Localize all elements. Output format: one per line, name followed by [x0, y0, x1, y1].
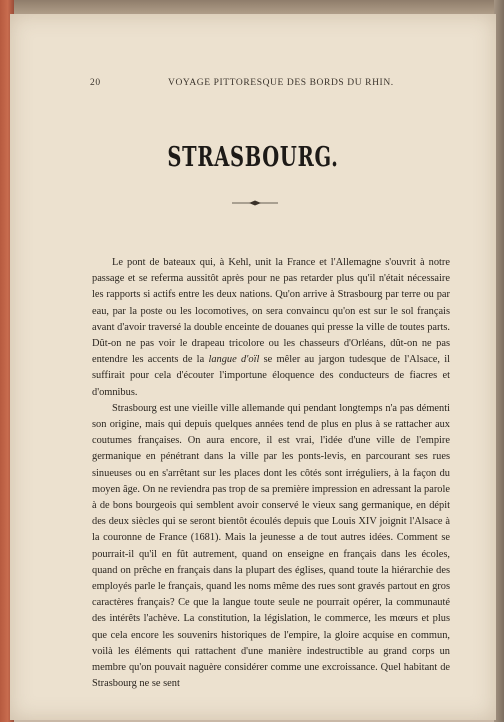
- body-text: [92, 255, 450, 692]
- paragraph-1-text-a: Le pont de bateaux qui, à Kehl, unit la France et l'Allemagne s'ouvrit à notre passage et se referma aussitôt après pour ne pas retarder plus qu'il n'était nécessaire les rapports si actifs entre les deux nations. Qu'on arrive à Strasbourg par terre ou par eau, par la poste ou les locomotives, on sera convaincu qu'on est sur le sol français avant d'avoir traversé la double enceinte de douanes qui presse la ville de toutes parts. Dût-on ne pas voir le drapeau tricolore ou les chasseurs d'Orléans, dût-on ne pas entendre les accents de la: [92, 257, 450, 366]
- paragraph-1-italic: langue d'oïl: [208, 354, 260, 366]
- page-number: 20: [90, 78, 101, 88]
- paragraph-2: Strasbourg est une vieille ville allemande qui pendant longtemps n'a pas démenti son origine, mais qui depuis quelques années tend de plus en plus à se rattacher aux coutumes françaises. On aura encore, il est vrai, l'idée d'une ville de l'empire germanique en pénétrant dans la ville par les ponts-levis, en parcourant ses rues sinueuses ou en s'arrêtant sur les places dont les côtés sont irréguliers, à la façon du moyen âge. On ne reviendra pas trop de sa première impression en adressant la parole à de bons bourgeois qui semblent avoir conservé le vieux sang germanique, en dépit des deux siècles qui se seront bientôt écoulés depuis que Louis XIV joignit l'Alsace à la couronne de France (1681). Mais la jeunesse a de tout autres idées. Comment se pourrait-il qu'il en fût autrement, quand on enseigne en français dans les écoles, quand on prêche en français dans la plupart des églises, quand toute la hiérarchie des employés parle le français, quand les noms même des rues sont gravés partout en gros caractères français? Ce que la langue toute seule ne pourrait opérer, la communauté des intérêts l'achève. La constitution, la législation, le commerce, les mœurs et plus que cela encore les souvenirs historiques de l'empire, la gloire acquise en commun, voilà les éléments qui rattachent d'une manière indestructible au grand corps un membre qu'on pouvait naguère considérer comme une excroissance. Quel habitant de Strasbourg ne se sent: [92, 402, 450, 690]
- paragraph-1-text-b: se mêler au jargon tudesque de l'Alsace, il suffirait pour cela d'écouter l'importune éloquence des conducteurs de fiacres et d'omnibus.: [92, 354, 450, 398]
- running-title: VOYAGE PITTORESQUE DES BORDS DU RHIN.: [168, 78, 394, 88]
- paragraph-1: [92, 255, 450, 401]
- chapter-title: STRASBOURG.: [167, 142, 339, 173]
- ornament-divider-icon: [232, 200, 278, 206]
- book-page: [10, 14, 496, 720]
